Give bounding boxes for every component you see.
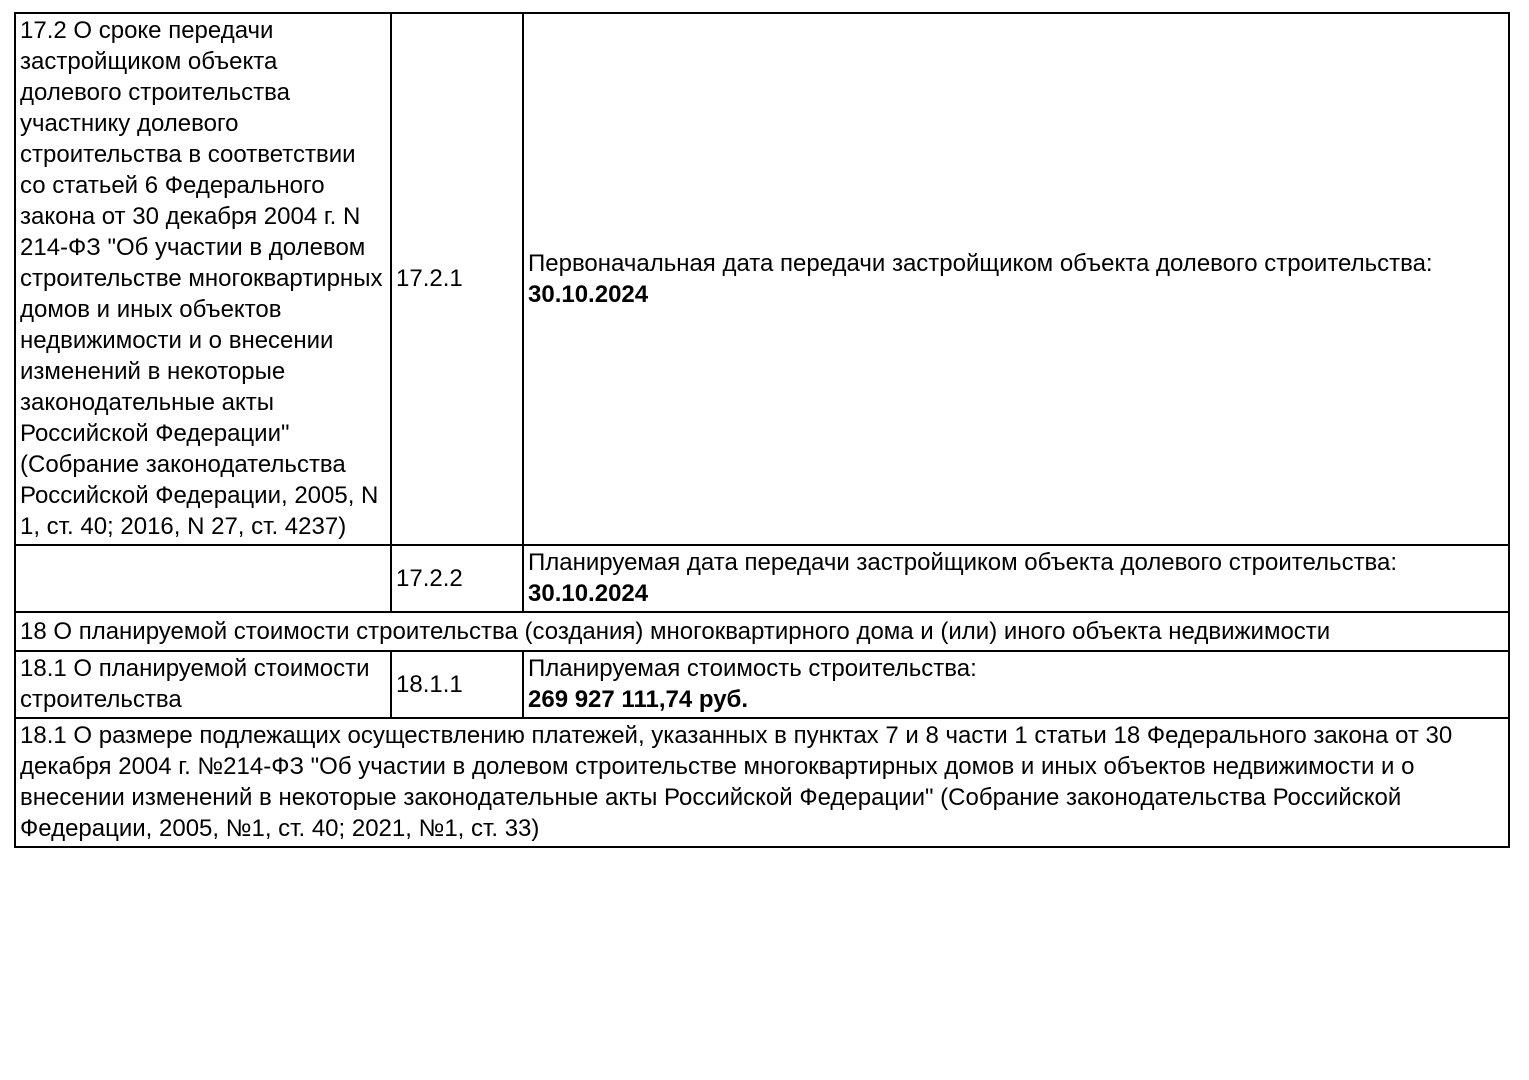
table-row-18-heading bbox=[15, 612, 1509, 651]
cell-item-number-18-1-1: 18.1.1 bbox=[391, 651, 523, 718]
item-value: 269 927 111,74 руб. bbox=[528, 686, 749, 713]
project-declaration-table bbox=[14, 12, 1510, 848]
item-value: 30.10.2024 bbox=[528, 580, 649, 607]
item-value-label: Первоначальная дата передачи застройщиком объекта долевого строительства: bbox=[528, 249, 1433, 277]
cell-item-value-18-1-1 bbox=[523, 651, 1509, 718]
table-row-18-1-1 bbox=[15, 651, 1509, 718]
cell-item-value-17-2-2 bbox=[523, 545, 1509, 612]
cell-section-18-heading: 18 О планируемой стоимости строительства (создания) многоквартирного дома и (или) иного объекта недвижимости bbox=[15, 612, 1509, 651]
table-row-18-1-note bbox=[15, 718, 1509, 847]
item-value-label: Планируемая стоимость строительства: bbox=[528, 655, 977, 682]
item-value: 30.10.2024 bbox=[528, 280, 649, 308]
cell-section-17-2-label: 17.2 О сроке передачи застройщиком объекта долевого строительства участнику долевого строительства в соответствии со статьей 6 Федерального закона от 30 декабря 2004 г. N 214-ФЗ "Об участии в долевом строительстве многоквартирных домов и иных объектов недвижимости и о внесении изменений в некоторые законодательные акты Российской Федерации" (Собрание законодательства Российской Федерации, 2005, N 1, ст. 40; 2016, N 27, ст. 4237) bbox=[15, 13, 391, 545]
table-row-17-2-1 bbox=[15, 13, 1509, 545]
cell-section-18-1-label: 18.1 О планируемой стоимости строительства bbox=[15, 651, 391, 718]
cell-item-number-17-2-1: 17.2.1 bbox=[391, 13, 523, 545]
cell-section-18-1-note: 18.1 О размере подлежащих осуществлению платежей, указанных в пунктах 7 и 8 части 1 статьи 18 Федерального закона от 30 декабря 2004 г. №214-ФЗ "Об участии в долевом строительстве многоквартирных домов и иных объектов недвижимости и о внесении изменений в некоторые законодательные акты Российской Федерации" (Собрание законодательства Российской Федерации, 2005, №1, ст. 40; 2021, №1, ст. 33) bbox=[15, 718, 1509, 847]
cell-item-value-17-2-1 bbox=[523, 13, 1509, 545]
table-row-17-2-2 bbox=[15, 545, 1509, 612]
cell-empty bbox=[15, 545, 391, 612]
cell-item-number-17-2-2: 17.2.2 bbox=[391, 545, 523, 612]
item-value-label: Планируемая дата передачи застройщиком объекта долевого строительства: bbox=[528, 549, 1398, 576]
